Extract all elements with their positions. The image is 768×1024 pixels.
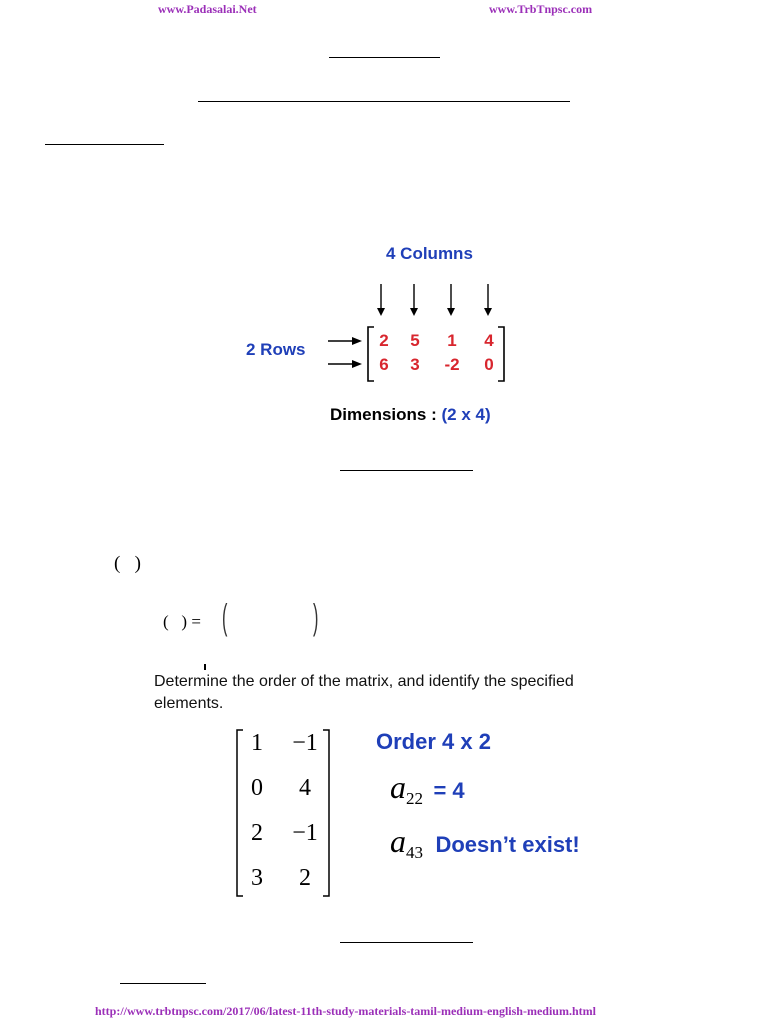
rows-label: 2 Rows [246,340,306,359]
matrix2-cell: 3 [251,865,263,891]
matrix2-cell: −1 [292,730,318,756]
matrix2-cell: 4 [299,775,311,801]
notation-line1: ( ) [114,553,141,574]
matrix2-cell: 1 [251,730,263,756]
matrix1-cell: 5 [410,331,420,350]
columns-label: 4 Columns [386,244,473,263]
notation-close-paren: ) [313,596,319,637]
matrix1-cell: 4 [484,331,494,350]
section-divider [340,470,473,471]
tick-mark [204,664,206,670]
a22-value: = 4 [433,778,465,803]
a43-value: Doesn’t exist! [435,832,580,857]
notation-open-paren: ( [222,596,228,637]
instruction-text [154,671,574,715]
a22-base: a [390,769,406,805]
dimensions-value: (2 x 4) [441,405,491,424]
matrix2-cell: 2 [251,820,263,846]
matrix2-cell: −1 [292,820,318,846]
footer-url-link[interactable]: http://www.trbtnpsc.com/2017/06/latest-11th-study-materials-tamil-medium-english-medium.html [95,1004,596,1018]
title-underline [329,57,440,58]
column-arrows-icon [370,282,500,322]
matrix1-cell: 2 [379,331,389,350]
a22-sub: 22 [406,789,423,808]
element-a22 [390,769,465,806]
matrix2-cell: 2 [299,865,311,891]
section-heading-underline [45,144,164,145]
footnote-rule [120,983,206,984]
header-link-trbtnpsc[interactable]: www.TrbTnpsc.com [489,2,593,16]
header-link-padasalai[interactable]: www.Padasalai.Net [158,2,257,16]
instruction-line1: Determine the order of the matrix, and identify the specified [154,673,574,690]
matrix1-cell: -2 [444,355,460,374]
matrix1-cell: 6 [379,355,389,374]
subtitle-underline [198,101,570,102]
a43-base: a [390,823,406,859]
a43-sub: 43 [406,843,423,862]
order-text: Order 4 x 2 [376,729,491,754]
dimensions-label [330,405,491,425]
matrix2-cell: 0 [251,775,263,801]
dimensions-label-text: Dimensions : [330,405,437,424]
matrix1-cell: 1 [447,331,457,350]
matrix1-cell: 3 [410,355,420,374]
section-divider [340,942,473,943]
element-a43 [390,823,580,860]
matrix1-cell: 0 [484,355,494,374]
instruction-line2: elements. [154,695,224,712]
row-arrows-icon [326,332,366,372]
notation-line2-left: ( ) = [163,612,201,631]
